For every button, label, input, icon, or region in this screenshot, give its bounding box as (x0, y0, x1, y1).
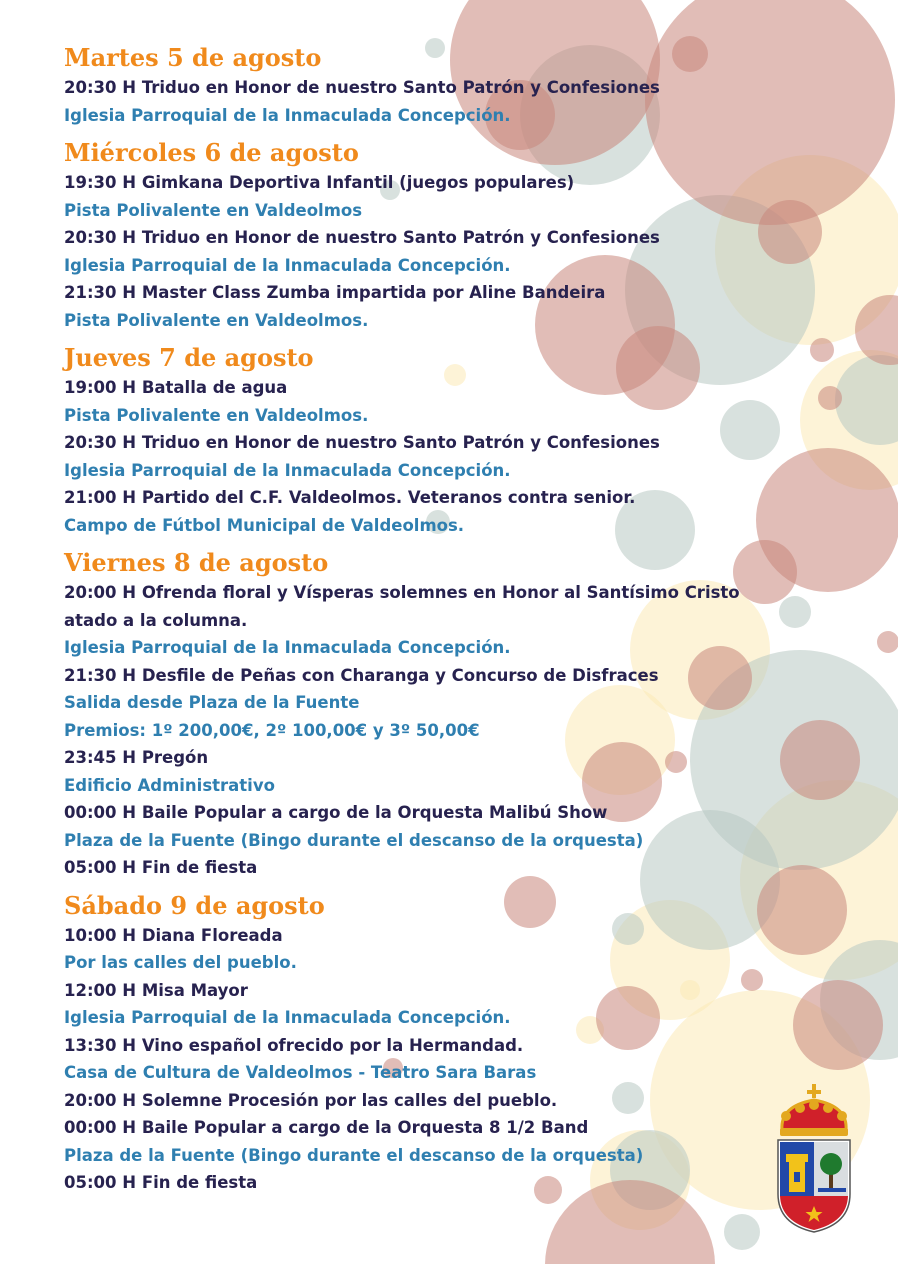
municipal-coat-of-arms-icon (774, 1084, 854, 1234)
day-title: Miércoles 6 de agosto (64, 138, 359, 167)
event-line: 21:00 H Partido del C.F. Valdeolmos. Veteranos contra senior. (64, 488, 636, 507)
bubble (758, 200, 822, 264)
bubble (793, 980, 883, 1070)
location-line: Campo de Fútbol Municipal de Valdeolmos. (64, 515, 465, 535)
bubble (779, 596, 811, 628)
location-line: Pista Polivalente en Valdeolmos. (64, 405, 369, 425)
location-line: Salida desde Plaza de la Fuente (64, 693, 360, 712)
event-line: 20:30 H Triduo en Honor de nuestro Santo Patrón y Confesiones (64, 433, 660, 452)
day-title: Viernes 8 de agosto (64, 548, 329, 577)
location-line: Iglesia Parroquial de la Inmaculada Concepción. (64, 105, 511, 125)
location-line: Pista Polivalente en Valdeolmos (64, 200, 363, 220)
day-section (64, 137, 764, 334)
day-title: Sábado 9 de agosto (64, 890, 325, 920)
bubble (810, 338, 834, 362)
location-line: Pista Polivalente en Valdeolmos. (64, 310, 369, 330)
location-line: Plaza de la Fuente (Bingo durante el descanso de la orquesta) (64, 830, 644, 850)
event-line: 23:45 H Pregón (64, 748, 209, 767)
event-line: 13:30 H Vino español ofrecido por la Hermandad. (64, 1035, 524, 1055)
event-line: 12:00 H Misa Mayor (64, 980, 248, 1000)
event-line: 05:00 H Fin de fiesta (64, 1173, 258, 1192)
day-section (64, 547, 764, 882)
day-section (64, 890, 764, 1197)
event-line: 20:00 H Ofrenda floral y Vísperas solemnes en Honor al Santísimo Cristo atado a la columna. (64, 583, 740, 630)
location-line: Casa de Cultura de Valdeolmos - Teatro Sara Baras (64, 1063, 537, 1082)
festival-program (64, 42, 764, 1205)
event-line: 20:00 H Solemne Procesión por las calles del pueblo. (64, 1090, 558, 1110)
location-line: Iglesia Parroquial de la Inmaculada Concepción. (64, 255, 511, 275)
event-line: 19:30 H Gimkana Deportiva Infantil (juegos populares) (64, 173, 575, 192)
event-line: 20:30 H Triduo en Honor de nuestro Santo Patrón y Confesiones (64, 228, 660, 247)
bubble (877, 631, 898, 653)
event-line: 21:30 H Desfile de Peñas con Charanga y Concurso de Disfraces (64, 665, 659, 685)
location-line: Iglesia Parroquial de la Inmaculada Concepción. (64, 638, 511, 657)
event-line: 20:30 H Triduo en Honor de nuestro Santo Patrón y Confesiones (64, 78, 660, 97)
location-line: Por las calles del pueblo. (64, 953, 297, 972)
location-line: Iglesia Parroquial de la Inmaculada Concepción. (64, 1008, 511, 1027)
event-line: 05:00 H Fin de fiesta (64, 858, 258, 877)
event-line: 00:00 H Baile Popular a cargo de la Orquesta Malibú Show (64, 803, 608, 822)
event-line: 19:00 H Batalla de agua (64, 378, 288, 397)
bubble (757, 865, 847, 955)
event-line: 10:00 H Diana Floreada (64, 925, 283, 945)
bubble (724, 1214, 760, 1250)
day-section (64, 42, 764, 129)
event-line: 00:00 H Baile Popular a cargo de la Orquesta 8 1/2 Band (64, 1118, 589, 1137)
location-line: Premios: 1º 200,00€, 2º 100,00€ y 3º 50,00€ (64, 720, 480, 740)
location-line: Plaza de la Fuente (Bingo durante el descanso de la orquesta) (64, 1145, 644, 1165)
location-line: Iglesia Parroquial de la Inmaculada Concepción. (64, 460, 511, 480)
bubble (818, 386, 842, 410)
day-title: Martes 5 de agosto (64, 43, 322, 72)
day-section (64, 342, 764, 539)
day-title: Jueves 7 de agosto (64, 343, 314, 372)
location-line: Edificio Administrativo (64, 775, 275, 795)
event-line: 21:30 H Master Class Zumba impartida por Aline Bandeira (64, 283, 606, 302)
bubble (780, 720, 860, 800)
